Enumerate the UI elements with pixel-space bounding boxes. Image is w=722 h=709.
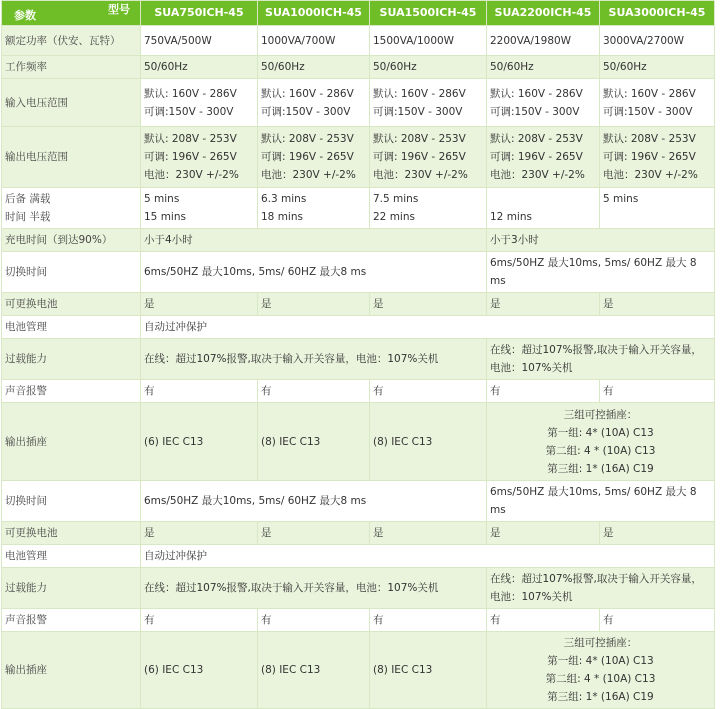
- cell: 有: [141, 609, 258, 632]
- cell-line: 默认: 208V - 253V: [144, 133, 237, 145]
- row-battery-management: [2, 316, 715, 339]
- cell: 50/60Hz: [600, 56, 715, 79]
- cell: 50/60Hz: [370, 56, 487, 79]
- cell-line: 可调:150V - 300V: [261, 105, 351, 118]
- cell-line: [603, 208, 711, 226]
- cell: 是: [141, 522, 258, 545]
- row-output-voltage: [2, 127, 715, 188]
- cell-line: 默认: 160V - 286V: [261, 87, 354, 100]
- cell: 50/60Hz: [258, 56, 370, 79]
- row-output-outlets: [2, 403, 715, 481]
- cell: 有: [600, 609, 715, 632]
- row-label: 工作频率: [2, 56, 141, 79]
- cell: 6ms/50HZ 最大10ms, 5ms/ 60HZ 最大8 ms: [141, 252, 487, 293]
- cell: (8) IEC C13: [370, 632, 487, 709]
- cell: [600, 188, 715, 229]
- cell-line: 默认: 208V - 253V: [373, 133, 466, 145]
- row-frequency: [2, 56, 715, 79]
- cell: 有: [370, 609, 487, 632]
- cell: [370, 188, 487, 229]
- model-header: SUA1000ICH-45: [258, 1, 370, 26]
- cell-line: 时间 半载: [5, 211, 51, 223]
- row-label: 输出插座: [2, 403, 141, 481]
- cell-line: 第一组: 4* (10A) C13: [547, 655, 654, 667]
- row-charge-time: [2, 229, 715, 252]
- cell-line: 第一组: 4* (10A) C13: [547, 426, 654, 439]
- model-header: SUA2200ICH-45: [487, 1, 600, 26]
- row-output-outlets: [2, 632, 715, 709]
- spec-table: [1, 0, 715, 709]
- row-replaceable-battery: [2, 293, 715, 316]
- row-input-voltage: [2, 79, 715, 127]
- cell-line: 5 mins: [603, 193, 639, 205]
- cell: 有: [370, 380, 487, 403]
- cell: 小于4小时: [141, 229, 487, 252]
- cell: [141, 127, 258, 188]
- cell: [370, 127, 487, 188]
- cell: [141, 188, 258, 229]
- cell-line: 6.3 mins: [261, 193, 307, 205]
- cell: 有: [600, 380, 715, 403]
- cell-line: 默认: 208V - 253V: [603, 133, 696, 145]
- cell: [487, 403, 715, 481]
- cell-line: 18 mins: [261, 211, 303, 223]
- model-header: SUA1500ICH-45: [370, 1, 487, 26]
- cell-line: 5 mins: [144, 193, 180, 205]
- cell: 3000VA/2700W: [600, 26, 715, 56]
- cell: [487, 127, 600, 188]
- cell: 1000VA/700W: [258, 26, 370, 56]
- cell-line: 电池：230V +/-2%: [490, 169, 585, 181]
- row-label: 输入电压范围: [2, 79, 141, 127]
- cell-line: 12 mins: [490, 211, 532, 223]
- row-transfer-time: [2, 481, 715, 522]
- cell-line: 7.5 mins: [373, 193, 419, 205]
- cell: [487, 632, 715, 709]
- cell-line: 电池：230V +/-2%: [603, 169, 698, 181]
- cell-line: 默认: 208V - 253V: [261, 133, 354, 145]
- cell-line: 电池：230V +/-2%: [144, 169, 239, 181]
- cell: 750VA/500W: [141, 26, 258, 56]
- cell-line: 电池：107%关机: [490, 591, 573, 603]
- cell: 是: [258, 522, 370, 545]
- cell-line: 三组可控插座：: [563, 637, 638, 649]
- row-replaceable-battery: [2, 522, 715, 545]
- row-overload: [2, 339, 715, 380]
- cell-line: 可调:150V - 300V: [490, 105, 580, 118]
- cell: 有: [487, 609, 600, 632]
- cell: 是: [258, 293, 370, 316]
- row-label: 声音报警: [2, 609, 141, 632]
- cell: [600, 127, 715, 188]
- cell-line: 第二组: 4 * (10A) C13: [545, 673, 656, 685]
- row-label: 额定功率（伏安、瓦特）: [2, 26, 141, 56]
- cell-line: 电池：230V +/-2%: [261, 169, 356, 181]
- param-label: 参数: [14, 9, 36, 22]
- header-row: [2, 1, 715, 26]
- cell-line: 可调: 196V - 265V: [261, 151, 354, 163]
- cell-line: 三组可控插座：: [563, 408, 638, 421]
- cell-line: 电池：107%关机: [490, 362, 573, 374]
- cell-line: 在线：超过107%报警,取决于输入开关容量，: [490, 344, 702, 356]
- cell-line: 可调:150V - 300V: [373, 105, 463, 118]
- row-label: 过载能力: [2, 568, 141, 609]
- row-audible-alarm: [2, 609, 715, 632]
- cell: (8) IEC C13: [258, 403, 370, 481]
- row-label: 可更换电池: [2, 522, 141, 545]
- cell: [370, 79, 487, 127]
- cell-line: 后备 满载: [5, 193, 51, 205]
- cell-line: 电池：230V +/-2%: [373, 169, 468, 181]
- row-label: 可更换电池: [2, 293, 141, 316]
- row-label: 输出插座: [2, 632, 141, 709]
- cell-line: 默认: 160V - 286V: [144, 87, 237, 100]
- row-label: 输出电压范围: [2, 127, 141, 188]
- cell-line: 默认: 160V - 286V: [490, 87, 583, 100]
- cell: 50/60Hz: [487, 56, 600, 79]
- row-battery-management: [2, 545, 715, 568]
- model-label: 型号: [108, 3, 130, 16]
- cell-line: 可调: 196V - 265V: [490, 151, 583, 163]
- cell: 6ms/50HZ 最大10ms, 5ms/ 60HZ 最大 8 ms: [487, 252, 715, 293]
- cell: (8) IEC C13: [370, 403, 487, 481]
- cell: 有: [258, 380, 370, 403]
- cell: 有: [141, 380, 258, 403]
- cell: [258, 79, 370, 127]
- cell: 在线：超过107%报警,取决于输入开关容量，电池：107%关机: [141, 568, 487, 609]
- cell-line: 可调:150V - 300V: [144, 105, 234, 118]
- model-header: SUA3000ICH-45: [600, 1, 715, 26]
- cell: 在线：超过107%报警,取决于输入开关容量，电池：107%关机: [141, 339, 487, 380]
- cell-line: 22 mins: [373, 211, 415, 223]
- cell-line: 在线：超过107%报警,取决于输入开关容量，: [490, 573, 702, 585]
- cell: 是: [370, 522, 487, 545]
- row-label: 切换时间: [2, 481, 141, 522]
- cell-line: 可调: 196V - 265V: [603, 151, 696, 163]
- cell: [258, 127, 370, 188]
- cell-line: 第二组: 4 * (10A) C13: [545, 444, 656, 457]
- cell: 50/60Hz: [141, 56, 258, 79]
- cell: [487, 568, 715, 609]
- cell: 是: [487, 522, 600, 545]
- row-backup-time: [2, 188, 715, 229]
- cell: 小于3小时: [487, 229, 715, 252]
- cell: [258, 188, 370, 229]
- row-label: 电池管理: [2, 316, 141, 339]
- row-overload: [2, 568, 715, 609]
- row-label: 声音报警: [2, 380, 141, 403]
- cell-line: 第三组: 1* (16A) C19: [547, 462, 654, 475]
- cell: 1500VA/1000W: [370, 26, 487, 56]
- cell: 是: [141, 293, 258, 316]
- cell-line: 可调: 196V - 265V: [144, 151, 237, 163]
- cell-line: 默认: 160V - 286V: [603, 87, 696, 100]
- cell-line: [490, 190, 596, 208]
- row-label: 切换时间: [2, 252, 141, 293]
- cell: 是: [487, 293, 600, 316]
- cell: [487, 188, 600, 229]
- cell: [600, 79, 715, 127]
- row-label: 过载能力: [2, 339, 141, 380]
- row-audible-alarm: [2, 380, 715, 403]
- cell: [487, 339, 715, 380]
- cell: [141, 79, 258, 127]
- cell: (8) IEC C13: [258, 632, 370, 709]
- header-corner: [2, 1, 141, 26]
- cell: 有: [258, 609, 370, 632]
- row-rated-power: [2, 26, 715, 56]
- cell-line: 第三组: 1* (16A) C19: [547, 691, 654, 703]
- cell: 是: [370, 293, 487, 316]
- cell: (6) IEC C13: [141, 632, 258, 709]
- row-transfer-time: [2, 252, 715, 293]
- cell-line: 可调: 196V - 265V: [373, 151, 466, 163]
- cell: 6ms/50HZ 最大10ms, 5ms/ 60HZ 最大 8 ms: [487, 481, 715, 522]
- cell-line: 默认: 160V - 286V: [373, 87, 466, 100]
- row-label: 充电时间（到达90%）: [2, 229, 141, 252]
- cell: 自动过冲保护: [141, 545, 715, 568]
- cell: 是: [600, 522, 715, 545]
- cell: [487, 79, 600, 127]
- row-label: 电池管理: [2, 545, 141, 568]
- cell-line: 可调:150V - 300V: [603, 105, 693, 118]
- cell: 是: [600, 293, 715, 316]
- cell-line: 默认: 208V - 253V: [490, 133, 583, 145]
- cell: (6) IEC C13: [141, 403, 258, 481]
- cell: 6ms/50HZ 最大10ms, 5ms/ 60HZ 最大8 ms: [141, 481, 487, 522]
- cell: 2200VA/1980W: [487, 26, 600, 56]
- cell: 自动过冲保护: [141, 316, 715, 339]
- model-header: SUA750ICH-45: [141, 1, 258, 26]
- cell: 有: [487, 380, 600, 403]
- row-label: [2, 188, 141, 229]
- cell-line: 15 mins: [144, 211, 186, 223]
